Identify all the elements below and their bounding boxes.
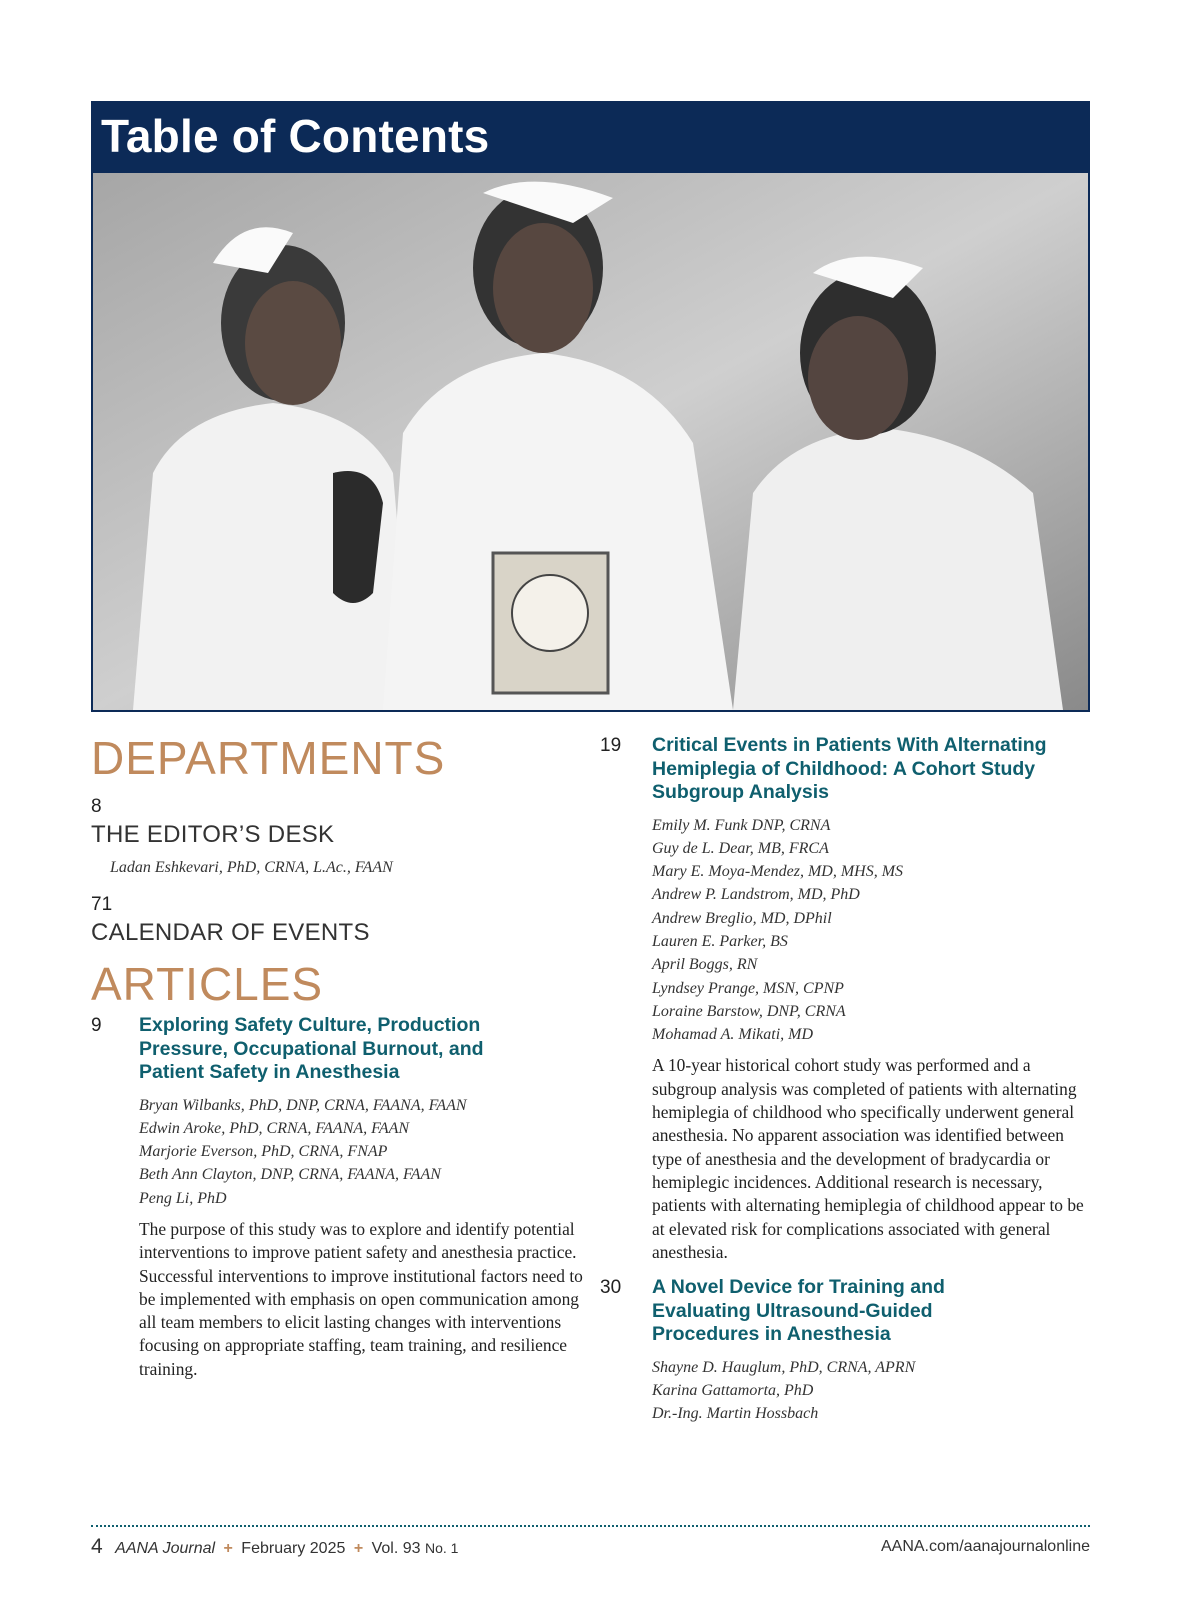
- author-name: April Boggs, RN: [652, 956, 758, 974]
- footer-volume: Vol. 93: [371, 1540, 421, 1557]
- cover-photo: [91, 171, 1090, 712]
- right-column: [600, 732, 1092, 1426]
- article-item: [600, 734, 1092, 1264]
- article-item: [91, 1014, 586, 1381]
- left-column: [91, 732, 586, 1381]
- article-abstract: The purpose of this study was to explore and identify potential interventions to improve patient safety and anesthesia practice. Successful interventions to improve institutional factors need to be implemented with emphasis on open communication among all team members to elicit lasting changes with interventions focusing on appropriate staffing, team training, and resilience training.: [139, 1218, 583, 1379]
- author-name: Karina Gattamorta, PhD: [652, 1381, 814, 1399]
- author-name: Marjorie Everson, PhD, CRNA, FNAP: [139, 1143, 388, 1161]
- author-name: Lyndsey Prange, MSN, CPNP: [652, 979, 844, 997]
- article-abstract: A 10-year historical cohort study was performed and a subgroup analysis was completed of patients with alternating hemiplegia of childhood who specifically underwent general anesthesia. No apparent association was identified between type of anesthesia and the development of bradycardia or hemiplegic incidences. Additional research is necessary, patients with alternating hemiplegia of childhood appear to be at elevated risk for complications associated with general anesthesia.: [652, 1055, 1084, 1262]
- author-name: Peng Li, PhD: [139, 1189, 227, 1207]
- article-title[interactable]: A Novel Device for Training and Evaluating Ultrasound-Guided Procedures in Anesthesia: [652, 1276, 945, 1346]
- footer-journal-name: AANA Journal: [115, 1540, 216, 1557]
- author-name: Lauren E. Parker, BS: [652, 932, 788, 950]
- page-footer: [91, 1534, 1090, 1560]
- departments-heading: DEPARTMENTS: [91, 732, 446, 784]
- article-authors: [652, 1356, 1092, 1426]
- article-page-number: 30: [600, 1277, 622, 1299]
- author-name: Beth Ann Clayton, DNP, CRNA, FAANA, FAAN: [139, 1166, 441, 1184]
- photo-three-nurses-icon: [93, 173, 1088, 710]
- author-name: Mohamad A. Mikati, MD: [652, 1026, 814, 1044]
- department-page-number: 8: [91, 796, 102, 817]
- article-title[interactable]: Critical Events in Patients With Alternating Hemiplegia of Childhood: A Cohort Study Subgroup Analysis: [652, 734, 1047, 803]
- department-page-number: 71: [91, 894, 113, 915]
- toc-header-bar: [91, 101, 1090, 171]
- author-name: Loraine Barstow, DNP, CRNA: [652, 1002, 846, 1020]
- department-title[interactable]: THE EDITOR’S DESK: [91, 821, 335, 848]
- articles-heading: ARTICLES: [91, 958, 324, 1010]
- author-name: Andrew P. Landstrom, MD, PhD: [652, 886, 860, 904]
- footer-page-number: 4: [91, 1535, 103, 1558]
- article-item: [600, 1276, 1092, 1425]
- footer-citation: [91, 1534, 458, 1562]
- author-name: Guy de L. Dear, MB, FRCA: [652, 839, 829, 857]
- department-item: [91, 894, 586, 948]
- author-name: Mary E. Moya-Mendez, MD, MHS, MS: [652, 863, 904, 881]
- article-page-number: 9: [91, 1015, 102, 1036]
- footer-separator: +: [353, 1540, 364, 1557]
- author-name: Bryan Wilbanks, PhD, DNP, CRNA, FAANA, FAAN: [139, 1096, 467, 1114]
- article-authors: [652, 814, 1092, 1047]
- author-name: Dr.-Ing. Martin Hossbach: [652, 1405, 819, 1423]
- footer-issue: No. 1: [425, 1540, 459, 1556]
- department-title[interactable]: CALENDAR OF EVENTS: [91, 919, 370, 946]
- article-authors: [139, 1094, 586, 1210]
- department-author: Ladan Eshkevari, PhD, CRNA, L.Ac., FAAN: [110, 859, 393, 876]
- article-title[interactable]: Exploring Safety Culture, Production Pressure, Occupational Burnout, and Patient Safety in Anesthesia: [139, 1014, 484, 1083]
- author-name: Edwin Aroke, PhD, CRNA, FAANA, FAAN: [139, 1119, 410, 1137]
- footer-divider: [91, 1525, 1090, 1527]
- author-name: Andrew Breglio, MD, DPhil: [652, 909, 832, 927]
- footer-separator: +: [223, 1540, 233, 1557]
- department-item: [91, 796, 586, 878]
- author-name: Shayne D. Hauglum, PhD, CRNA, APRN: [652, 1358, 916, 1376]
- footer-date: February 2025: [241, 1540, 346, 1557]
- footer-url[interactable]: AANA.com/aanajournalonline: [880, 1538, 1090, 1555]
- article-page-number: 19: [600, 735, 622, 756]
- author-name: Emily M. Funk DNP, CRNA: [652, 816, 831, 834]
- page-title: Table of Contents: [101, 110, 490, 162]
